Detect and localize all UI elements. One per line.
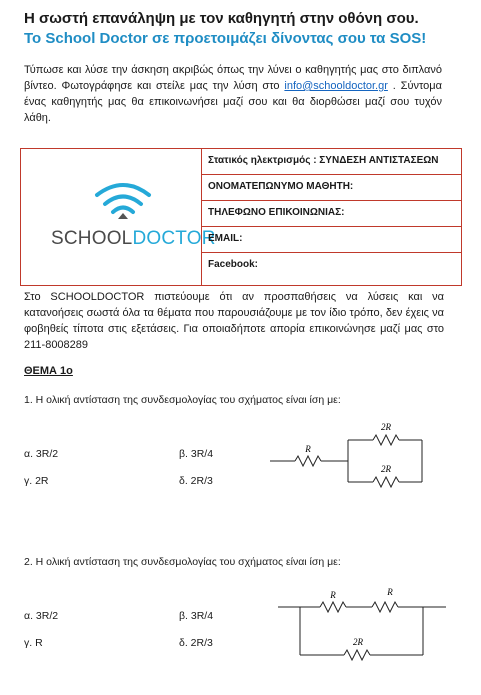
email-link[interactable]: info@schooldoctor.gr (284, 80, 388, 92)
q1-label-r: R (305, 444, 311, 454)
q1-option-d: δ. 2R/3 (179, 475, 213, 487)
brand-school: SCHOOL (51, 228, 133, 249)
header-subtitle: Το School Doctor σε προετοιμάζει δίνοντας σου τα SOS! (24, 30, 427, 47)
intro-text-before: Τύπωσε και λύσε την άσκηση ακριβώς όπως την λύνει ο καθηγητής μας στο διπλανό βίντεο. Φωτογράφησε και στείλε μας την λύση στο (24, 64, 442, 92)
field-student-name[interactable] (202, 175, 461, 201)
field-topic-label: Στατικός ηλεκτρισμός : ΣΥΝΔΕΣΗ ΑΝΤΙΣΤΑΣΕΩΝ (208, 155, 439, 166)
q1-option-c: γ. 2R (24, 475, 49, 487)
info-paragraph: Στο SCHOOLDOCTOR πιστεύουμε ότι αν προσπαθήσεις να λύσεις και να κατανοήσεις σωστά όλα τα θέματα που παρουσιάζουμε με τον ίδιο τρόπο, δεν έχεις να φοβηθείς τίποτα στις εξετάσεις. Για οποιαδήποτε απορία επικοινώνησε μαζί μας στο 211-8008289 (24, 291, 444, 351)
field-phone[interactable] (202, 201, 461, 227)
q1-option-b: β. 3R/4 (179, 448, 214, 460)
q1-circuit-diagram (270, 420, 440, 490)
field-email-label: EMAIL: (208, 233, 243, 244)
question-2-text: 2. Η ολική αντίσταση της συνδεσμολογίας του σχήματος είναι ίση με: (24, 556, 341, 568)
q2-label-r-2: R (387, 587, 393, 597)
q2-option-c: γ. R (24, 637, 43, 649)
q2-option-a: α. 3R/2 (24, 610, 59, 622)
student-info-card (20, 148, 462, 286)
q1-label-2r-bottom: 2R (381, 464, 391, 474)
intro-text-after: . Σύντομα ένας καθηγητής μας θα επικοινωνήσει μαζί σου και θα διορθώσει μαζί σου τυχόν λάθη. (24, 80, 442, 124)
intro-text (24, 62, 442, 126)
field-phone-label: ΤΗΛΕΦΩΝΟ ΕΠΙΚΟΙΝΩΝΙΑΣ: (208, 207, 345, 218)
brand-doctor: DOCTOR (132, 228, 216, 249)
question-1-text: 1. Η ολική αντίσταση της συνδεσμολογίας του σχήματος είναι ίση με: (24, 394, 341, 406)
q2-option-d: δ. 2R/3 (179, 637, 213, 649)
field-facebook-label: Facebook: (208, 259, 259, 270)
field-facebook[interactable] (202, 253, 461, 285)
wifi-signal-icon (93, 179, 153, 223)
logo-cell (21, 149, 216, 285)
q2-label-2r: 2R (353, 637, 363, 647)
field-student-name-label: ΟΝΟΜΑΤΕΠΩΝΥΜΟ ΜΑΘΗΤΗ: (208, 181, 354, 192)
q2-option-b: β. 3R/4 (179, 610, 214, 622)
field-email[interactable] (202, 227, 461, 253)
q1-option-a: α. 3R/2 (24, 448, 59, 460)
q2-circuit-diagram (278, 585, 448, 665)
field-topic (202, 149, 461, 175)
q2-label-r-1: R (330, 590, 336, 600)
q1-label-2r-top: 2R (381, 422, 391, 432)
brand-logo-text (51, 228, 216, 250)
header-title: Η σωστή επανάληψη με τον καθηγητή στην οθόνη σου. (24, 10, 419, 27)
section-title: ΘΕΜΑ 1ο (24, 365, 73, 377)
